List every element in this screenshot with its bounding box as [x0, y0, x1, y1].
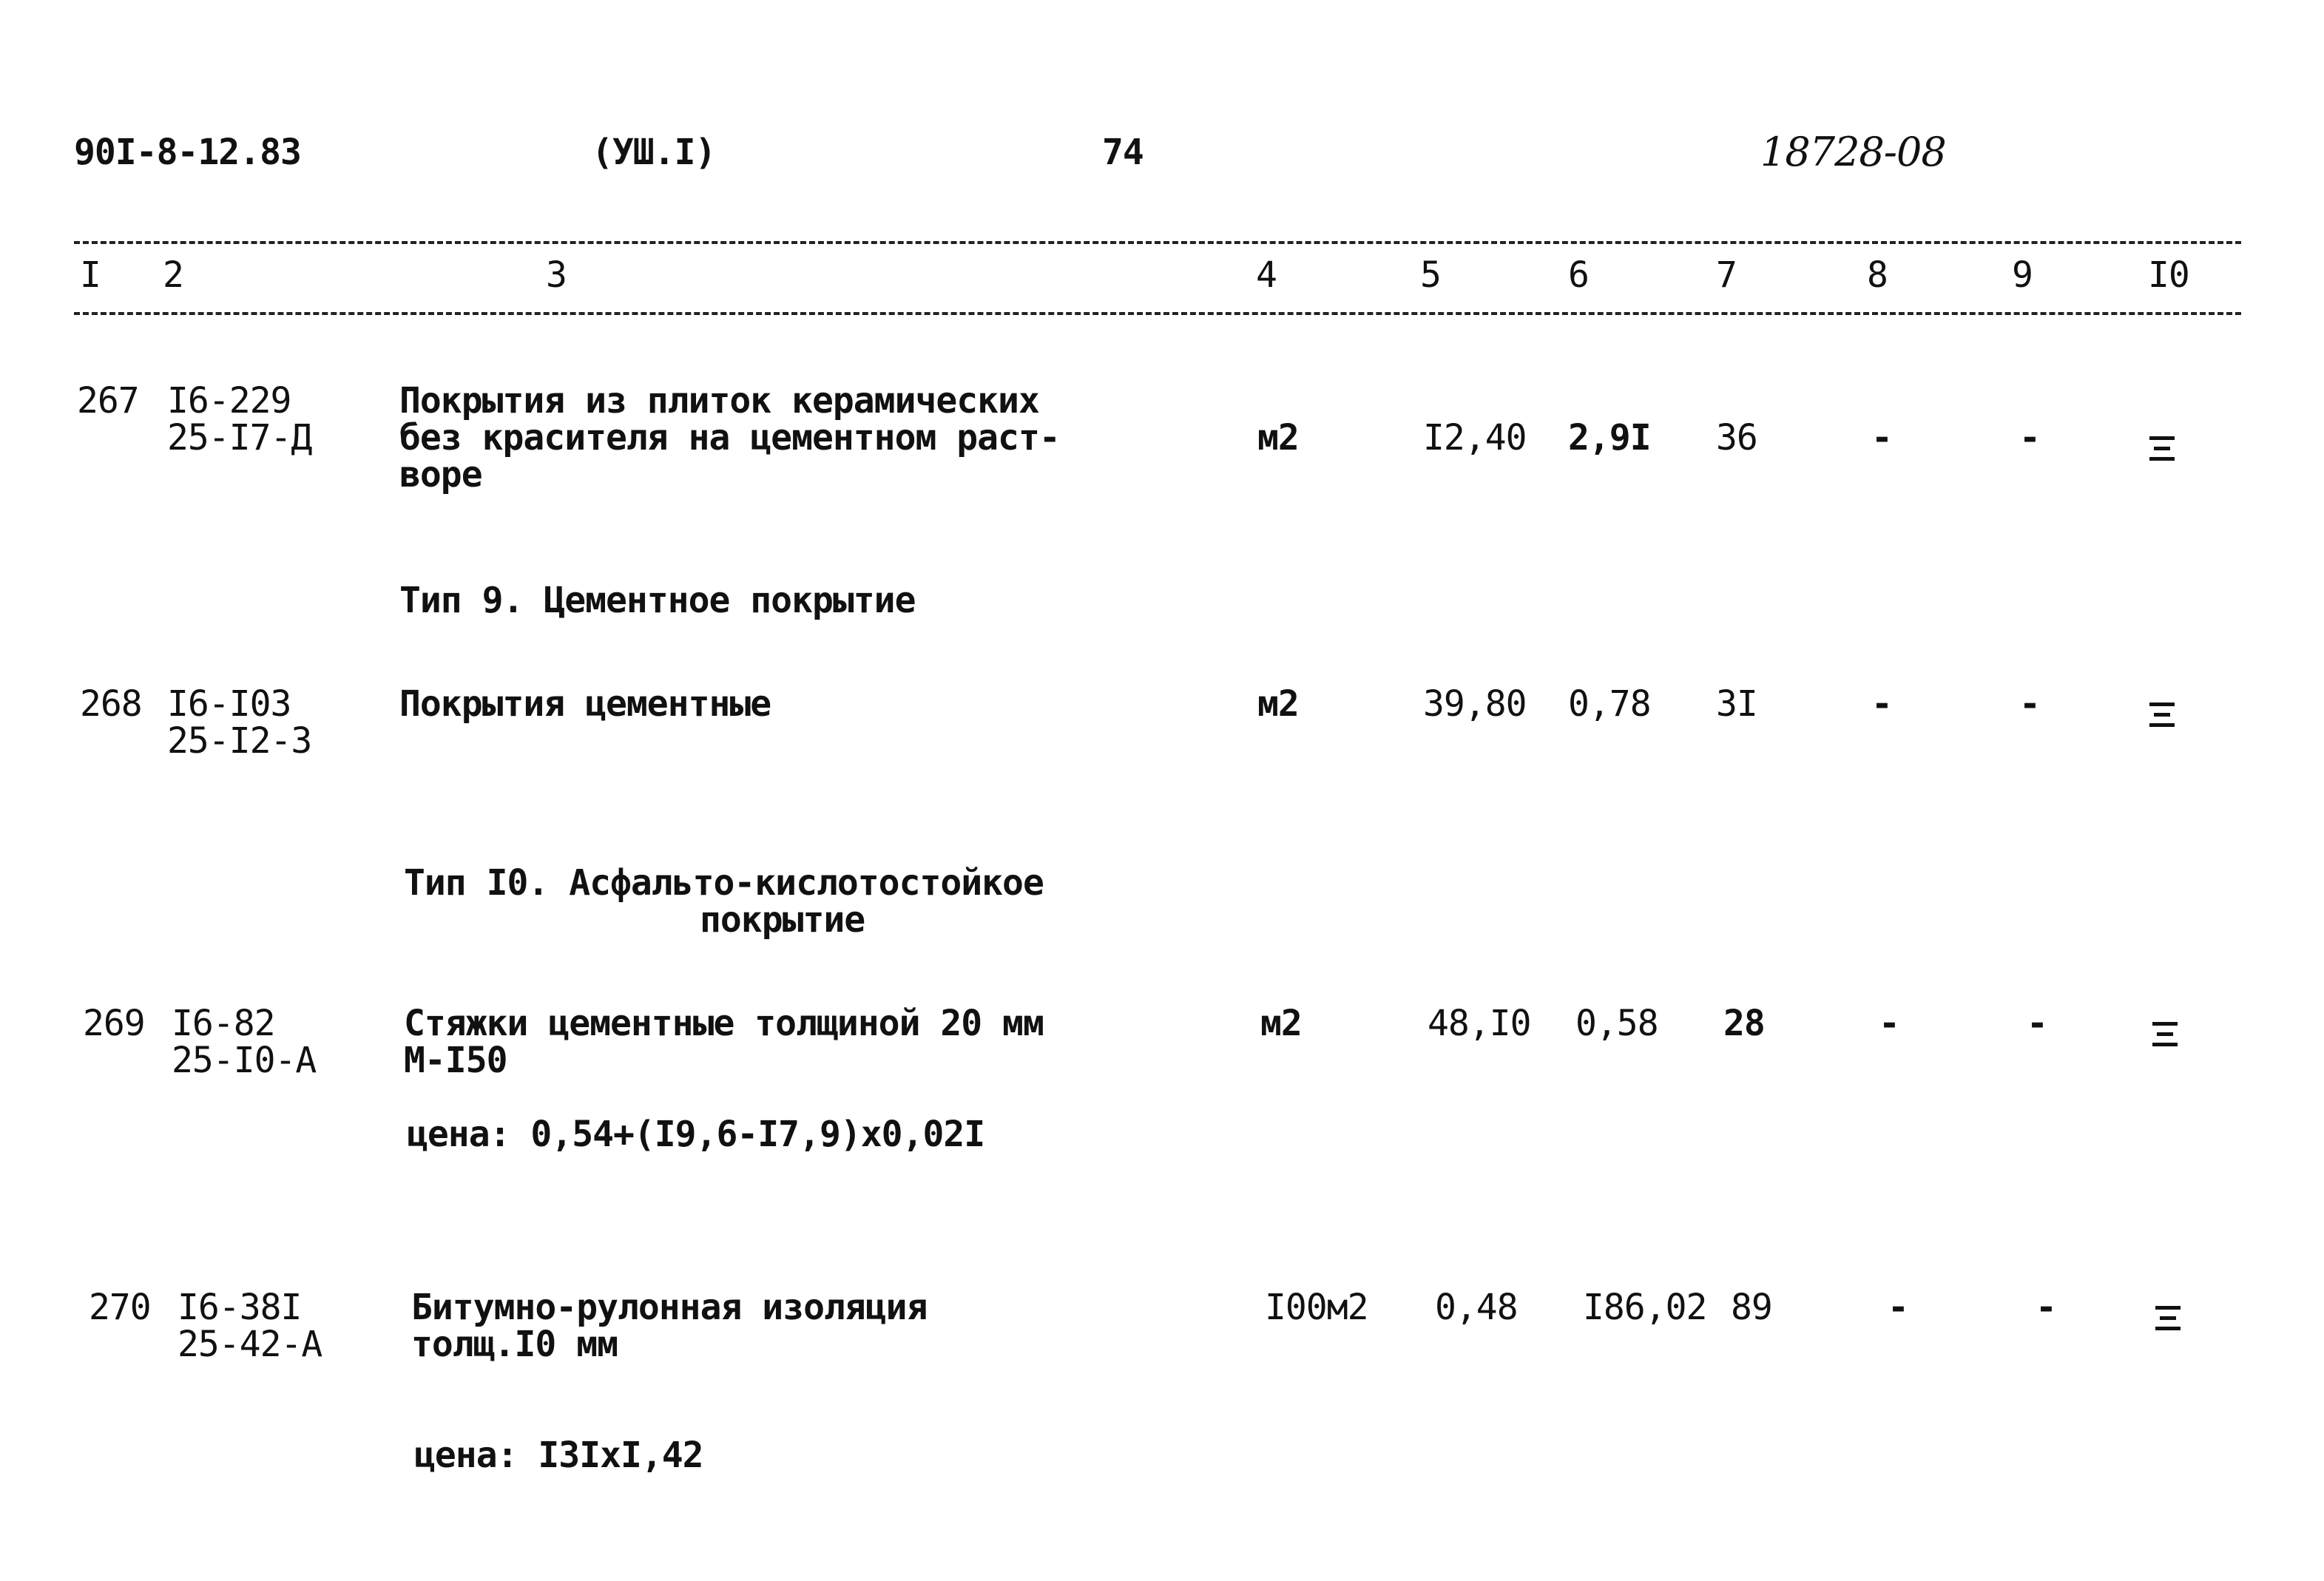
row-number: 269	[83, 1003, 145, 1044]
value-col-5: 39,80	[1423, 683, 1527, 725]
ditto-mark	[2152, 1022, 2178, 1053]
value-col-5: I2,40	[1423, 417, 1527, 458]
value-col-9: -	[2036, 1287, 2056, 1328]
value-col-8: -	[1871, 683, 1892, 725]
rate-code: I6-I03	[167, 683, 291, 725]
ditto-mark	[2149, 703, 2175, 734]
row-number: 270	[89, 1287, 151, 1328]
ditto-mark	[2149, 436, 2175, 467]
col-header-7: 7	[1716, 254, 1737, 296]
section-heading: Тип I0. Асфальто-кислотостойкое	[404, 862, 1044, 904]
rate-code: I6-229	[167, 380, 291, 422]
section-label: (УШ.I)	[592, 132, 716, 173]
value-col-9: -	[2019, 417, 2040, 458]
price-code: 25-I7-Д	[167, 417, 312, 458]
value-col-9: -	[2027, 1003, 2047, 1044]
col-header-4: 4	[1256, 254, 1277, 296]
col-header-10: I0	[2148, 254, 2189, 296]
value-col-6: I86,02	[1583, 1287, 1707, 1328]
value-col-6: 0,58	[1575, 1003, 1658, 1044]
unit: м2	[1257, 417, 1299, 458]
col-header-3: 3	[546, 254, 567, 296]
col-header-5: 5	[1420, 254, 1441, 296]
col-header-8: 8	[1867, 254, 1888, 296]
unit: м2	[1260, 1003, 1302, 1044]
value-col-7: 3I	[1716, 683, 1757, 725]
value-col-8: -	[1888, 1287, 1908, 1328]
value-col-8: -	[1879, 1003, 1899, 1044]
work-description: М-I50	[404, 1040, 507, 1081]
page-number: 74	[1102, 132, 1144, 173]
value-col-5: 0,48	[1435, 1287, 1518, 1328]
document-code: 90I-8-12.83	[74, 132, 301, 173]
inventory-number: 18728-08	[1760, 129, 1946, 175]
value-col-7: 89	[1731, 1287, 1772, 1328]
price-formula: цена: 0,54+(I9,6-I7,9)х0,02I	[407, 1114, 985, 1155]
work-description: Покрытия цементные	[399, 683, 771, 725]
work-description: Покрытия из плиток керамических	[399, 380, 1039, 422]
header-rule-bottom	[74, 312, 2241, 315]
rate-code: I6-82	[172, 1003, 275, 1044]
price-code: 25-42-А	[178, 1324, 322, 1365]
value-col-8: -	[1871, 417, 1892, 458]
row-number: 267	[77, 380, 139, 422]
col-header-9: 9	[2012, 254, 2033, 296]
value-col-6: 2,9I	[1568, 417, 1651, 458]
header-rule-top	[74, 241, 2241, 244]
unit: м2	[1257, 683, 1299, 725]
unit: I00м2	[1265, 1287, 1368, 1328]
price-formula: цена: I3IхI,42	[414, 1435, 703, 1476]
price-code: 25-I0-А	[172, 1040, 317, 1081]
value-col-7: 36	[1716, 417, 1757, 458]
rate-code: I6-38I	[178, 1287, 302, 1328]
row-number: 268	[80, 683, 142, 725]
value-col-5: 48,I0	[1428, 1003, 1531, 1044]
col-header-6: 6	[1568, 254, 1589, 296]
value-col-6: 0,78	[1568, 683, 1651, 725]
section-heading-continued: покрытие	[700, 899, 865, 941]
col-header-1: I	[80, 254, 101, 296]
work-description: воре	[399, 454, 482, 495]
col-header-2: 2	[163, 254, 183, 296]
section-heading: Тип 9. Цементное покрытие	[399, 580, 916, 621]
work-description: без красителя на цементном раст-	[399, 417, 1060, 458]
ditto-mark	[2155, 1306, 2181, 1337]
work-description: Битумно-рулонная изоляция	[411, 1287, 928, 1328]
work-description: толщ.I0 мм	[411, 1324, 618, 1365]
work-description: Стяжки цементные толщиной 20 мм	[404, 1003, 1044, 1044]
value-col-9: -	[2019, 683, 2040, 725]
value-col-7: 28	[1723, 1003, 1765, 1044]
price-code: 25-I2-3	[167, 720, 312, 762]
